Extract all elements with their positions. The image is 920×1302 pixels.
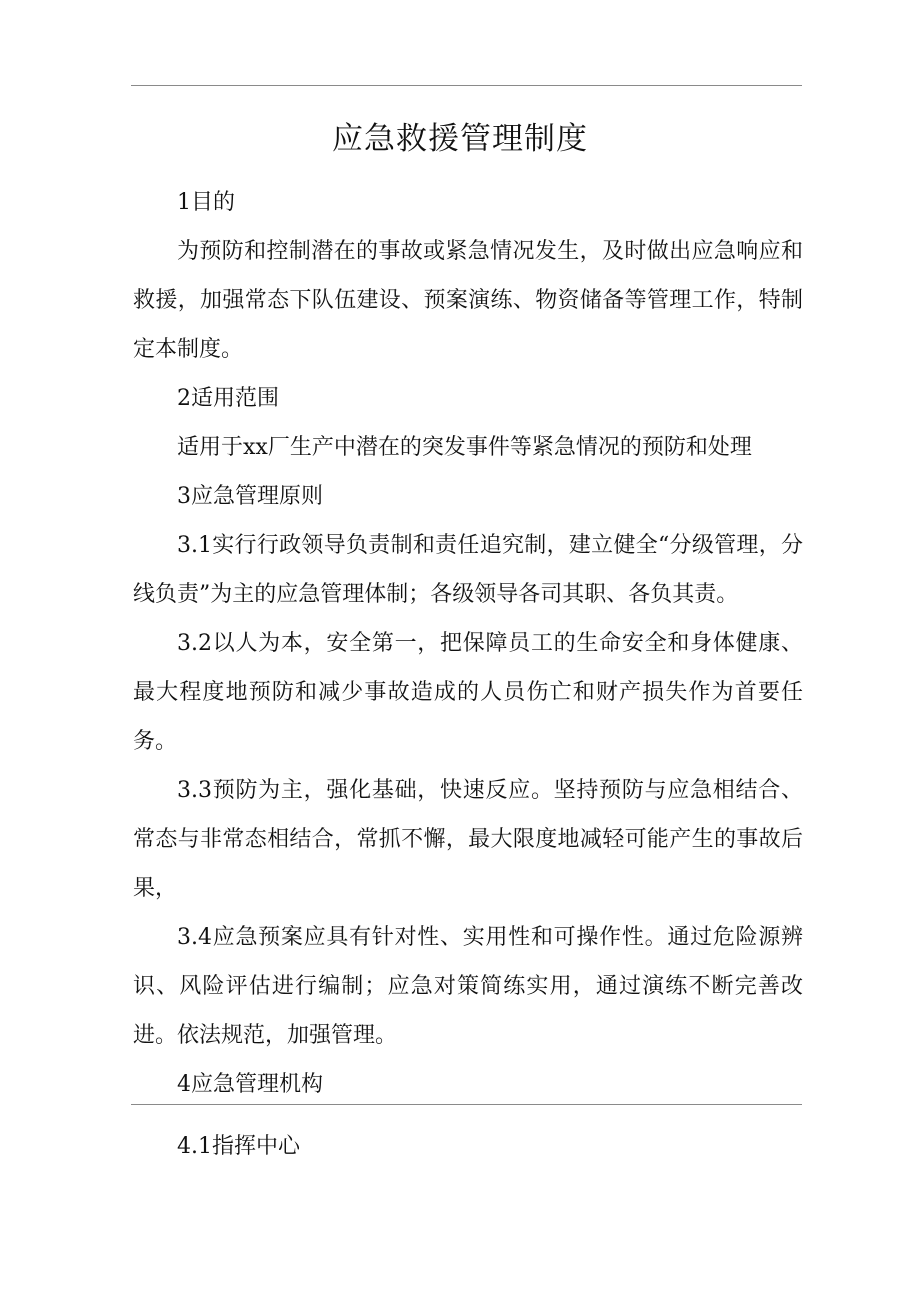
section-heading-command-center: 4.1指挥中心 — [177, 1134, 300, 1159]
paragraph-scope: 适用于xx厂生产中潜在的突发事件等紧急情况的预防和处理 — [177, 435, 752, 460]
document-title: 应急救援管理制度 — [332, 121, 588, 157]
document-body — [133, 178, 803, 1109]
section-heading-principles: 3应急管理原则 — [177, 484, 323, 509]
paragraph-principle-3-4: 3.4应急预案应具有针对性、实用性和可操作性。通过危险源辨识、风险评估进行编制；应急对策简练实用，通过演练不断完善改进。依法规范，加强管理。 — [133, 925, 803, 1048]
section-heading-purpose: 1目的 — [177, 190, 235, 215]
paragraph-principle-3-2: 3.2以人为本，安全第一，把保障员工的生命安全和身体健康、最大程度地预防和减少事故造成的人员伤亡和财产损失作为首要任务。 — [133, 631, 803, 754]
paragraph-principle-3-1: 3.1实行行政领导负责制和责任追究制，建立健全“分级管理，分线负责”为主的应急管理体制；各级领导各司其职、各负其责。 — [133, 533, 803, 607]
page-break-rule — [131, 1104, 802, 1105]
section-heading-organization: 4应急管理机构 — [177, 1072, 323, 1097]
section-heading-scope: 2适用范围 — [177, 386, 279, 411]
paragraph-purpose: 为预防和控制潜在的事故或紧急情况发生，及时做出应急响应和救援，加强常态下队伍建设、预案演练、物资储备等管理工作，特制定本制度。 — [133, 239, 803, 362]
paragraph-principle-3-3: 3.3预防为主，强化基础，快速反应。坚持预防与应急相结合、常态与非常态相结合，常抓不懈，最大限度地减轻可能产生的事故后果， — [133, 778, 803, 901]
top-rule — [131, 85, 802, 86]
